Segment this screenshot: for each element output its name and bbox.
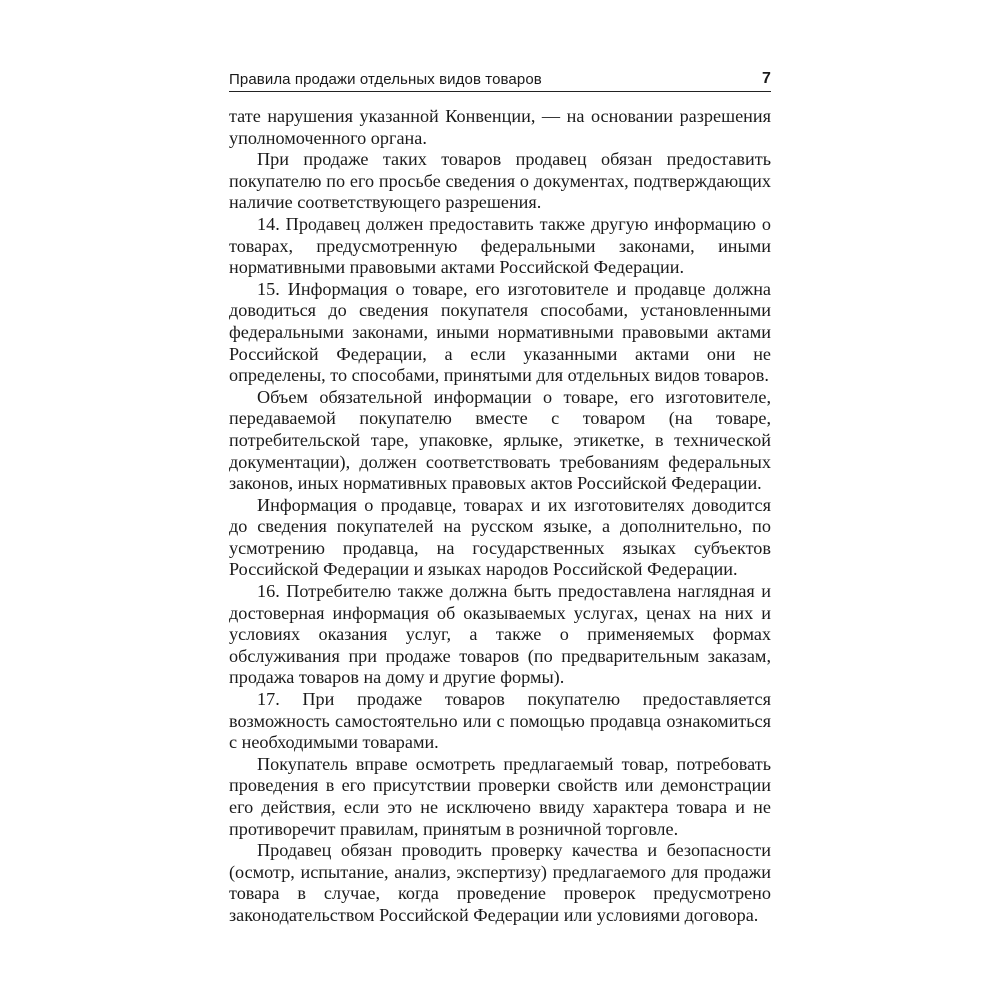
paragraph-continuation: тате нарушения указанной Конвенции, — на основании разрешения уполномоченного органа. [229,106,771,148]
paragraph-item-16: 16. Потребителю также должна быть предоставлена наглядная и достоверная информация об оказываемых услугах, ценах на них и условиях оказания услуг, а также о применяемых формах обслуживания при продаже товаров (по предварительным заказам, продажа товаров на дому и другие формы). [229,581,771,688]
body-text [229,106,771,927]
paragraph: Информация о продавце, товарах и их изготовителях доводится до сведения покупателей на русском языке, а дополнительно, по усмотрению продавца, на государственных языках субъектов Российской Федерации и языках народов Российской Федерации. [229,494,771,580]
page-number: 7 [762,70,771,87]
paragraph-item-17: 17. При продаже товаров покупателю предоставляется возможность самостоятельно или с помощью продавца ознакомиться с необходимыми товарами. [229,689,771,753]
paragraph: Объем обязательной информации о товаре, его изготовителе, передаваемой покупателю вместе с товаром (на товаре, потребительской таре, упаковке, ярлыке, этикетке, в технической документации), должен соответствовать требованиям федеральных законов, иных нормативных правовых актов Российской Федерации. [229,386,771,494]
paragraph: Покупатель вправе осмотреть предлагаемый товар, потребовать проведения в его присутствии проверки свойств или демонстрации его действия, если это не исключено ввиду характера товара и не противоречит правилам, принятым в розничной торговле. [229,753,771,839]
paragraph: При продаже таких товаров продавец обязан предоставить покупателю по его просьбе сведения о документах, подтверждающих наличие соответствующего разрешения. [229,149,771,213]
running-header-title: Правила продажи отдельных видов товаров [229,71,542,88]
paragraph: Продавец обязан проводить проверку качества и безопасности (осмотр, испытание, анализ, экспертизу) предлагаемого для продажи товара в случае, когда проведение проверок предусмотрено законодательством Российской Федерации или условиями договора. [229,840,771,925]
running-header [229,66,771,92]
paragraph-item-14: 14. Продавец должен предоставить также другую информацию о товарах, предусмотренную федеральными законами, иными нормативными правовыми актами Российской Федерации. [229,213,771,278]
paragraph-item-15: 15. Информация о товаре, его изготовителе и продавце должна доводиться до сведения покупателя способами, установленными федеральными законами, иными нормативными правовыми актами Российской Федерации, а если указанными актами они не определены, то способами, принятыми для отдельных видов товаров. [229,278,771,386]
